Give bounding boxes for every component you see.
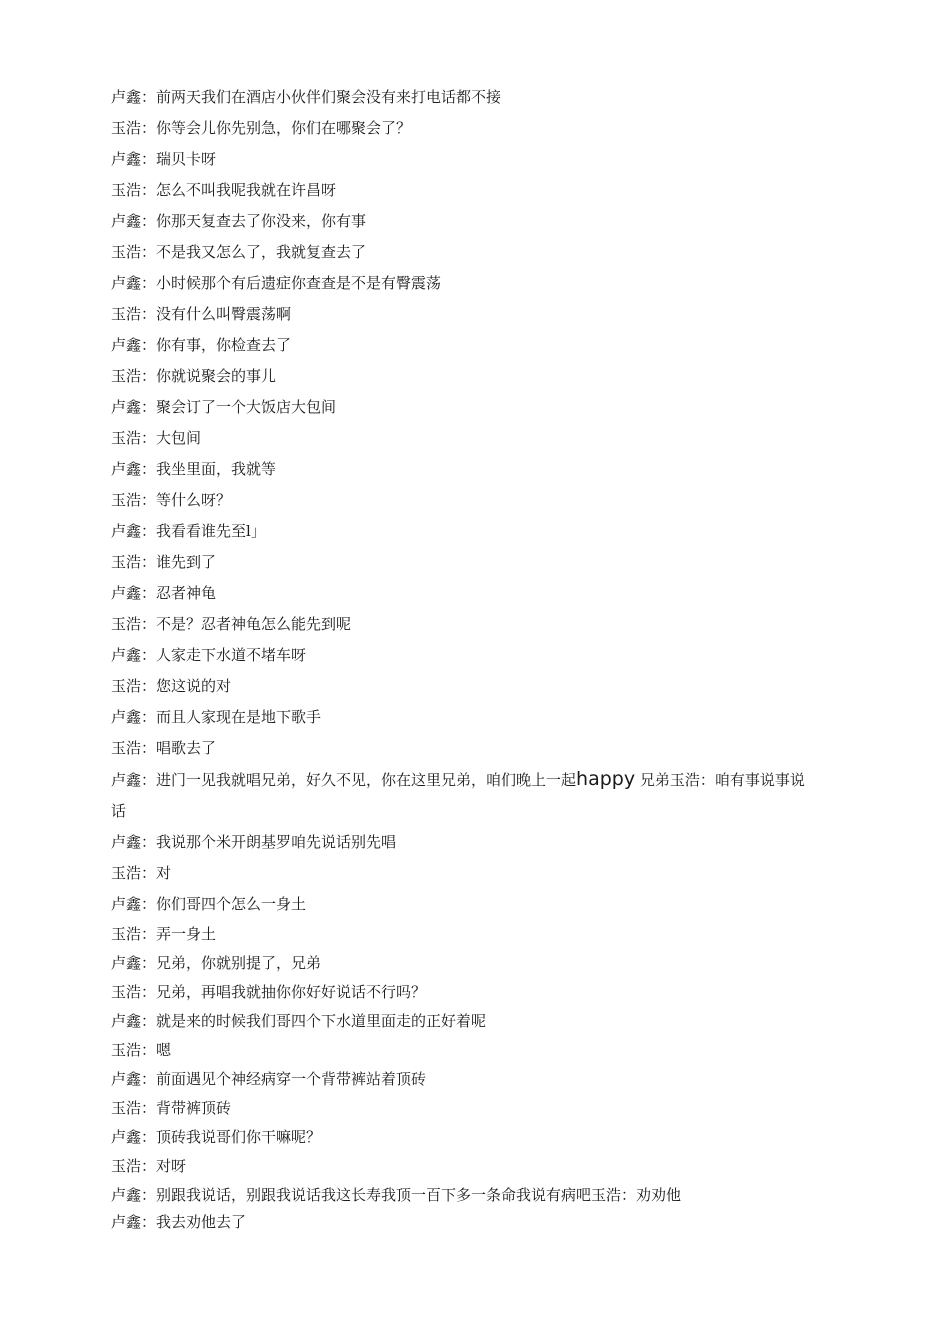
separator: ： xyxy=(141,1186,157,1204)
dialogue-line xyxy=(111,578,811,609)
speaker-name: 玉浩 xyxy=(111,553,142,571)
separator: ： xyxy=(141,460,157,478)
line-text: 我去劝他去了 xyxy=(156,1213,247,1231)
separator: ： xyxy=(141,584,157,602)
dialogue-line xyxy=(111,827,811,858)
speaker-name: 卢鑫 xyxy=(111,88,142,106)
line-text: 瑞贝卡呀 xyxy=(156,150,217,168)
separator: ： xyxy=(141,522,157,540)
line-text: 你就说聚会的事儿 xyxy=(156,367,277,385)
dialogue-line xyxy=(111,920,811,949)
dialogue-line xyxy=(111,858,811,889)
line-text: 唱歌去了 xyxy=(156,739,217,757)
speaker-name: 卢鑫 xyxy=(111,1012,142,1030)
dialogue-line-wrapped xyxy=(111,764,811,827)
speaker-name: 玉浩 xyxy=(111,739,142,757)
separator: ： xyxy=(141,677,157,695)
speaker-name: 玉浩 xyxy=(111,1041,142,1059)
line-text: 前两天我们在酒店小伙伴们聚会没有来打电话都不接 xyxy=(156,88,502,106)
dialogue-line xyxy=(111,702,811,733)
dialogue-line xyxy=(111,206,811,237)
separator: ： xyxy=(141,615,157,633)
dialogue-line xyxy=(111,175,811,206)
speaker-name: 玉浩 xyxy=(111,119,142,137)
dialogue-line xyxy=(111,299,811,330)
separator: ： xyxy=(141,398,157,416)
dialogue-line xyxy=(111,423,811,454)
dialogue-line xyxy=(111,978,811,1007)
speaker-name: 玉浩 xyxy=(111,181,142,199)
line-text: 对呀 xyxy=(156,1157,187,1175)
speaker-name: 卢鑫 xyxy=(111,460,142,478)
speaker-name: 卢鑫 xyxy=(111,584,142,602)
speaker-name: 玉浩 xyxy=(111,615,142,633)
line-text: 小时候那个有后遗症你查查是不是有臀震荡 xyxy=(156,274,442,292)
speaker-name: 卢鑫 xyxy=(111,954,142,972)
line-text: 没有什么叫臀震荡啊 xyxy=(156,305,292,323)
line-text: 不是？忍者神龟怎么能先到呢 xyxy=(156,615,352,633)
line-text: 不是我又怎么了，我就复查去了 xyxy=(156,243,367,261)
speaker-name: 玉浩 xyxy=(111,491,142,509)
dialogue-line xyxy=(111,547,811,578)
separator: ： xyxy=(141,1070,157,1088)
separator: ： xyxy=(141,954,157,972)
line-text: 前面遇见个神经病穿一个背带裤站着顶砖 xyxy=(156,1070,427,1088)
separator: ： xyxy=(141,243,157,261)
dialogue-line xyxy=(111,485,811,516)
separator: ： xyxy=(141,1128,157,1146)
dialogue-line xyxy=(111,671,811,702)
speaker-name: 卢鑫 xyxy=(111,212,142,230)
speaker-name: 玉浩 xyxy=(111,925,142,943)
speaker-name: 玉浩 xyxy=(111,1157,142,1175)
dialogue-line xyxy=(111,1208,811,1237)
separator: ： xyxy=(141,925,157,943)
speaker-name: 卢鑫 xyxy=(111,1128,142,1146)
dialogue-line xyxy=(111,1065,811,1094)
speaker-name: 玉浩 xyxy=(111,367,142,385)
dialogue-line xyxy=(111,640,811,671)
speaker-name: 卢鑫 xyxy=(111,895,142,913)
line-text: 兄弟，你就别提了，兄弟 xyxy=(156,954,322,972)
dialogue-line xyxy=(111,330,811,361)
separator: ： xyxy=(141,708,157,726)
dialogue-line xyxy=(111,889,811,920)
line-text: 忍者神龟 xyxy=(156,584,217,602)
separator: ： xyxy=(141,895,157,913)
line-text: 我坐里面，我就等 xyxy=(156,460,277,478)
dialogue-script xyxy=(111,82,811,1237)
line-text: 您这说的对 xyxy=(156,677,232,695)
line-text: 大包间 xyxy=(156,429,202,447)
line-text: 嗯 xyxy=(156,1041,172,1059)
dialogue-line xyxy=(111,1094,811,1123)
dialogue-line xyxy=(111,392,811,423)
speaker-name: 玉浩 xyxy=(111,429,142,447)
speaker-name: 玉浩 xyxy=(111,1099,142,1117)
speaker-name: 卢鑫 xyxy=(111,398,142,416)
dialogue-line xyxy=(111,237,811,268)
line-text: 我说那个米开朗基罗咱先说话别先唱 xyxy=(156,833,397,851)
speaker-name: 卢鑫 xyxy=(111,150,142,168)
separator: ： xyxy=(141,212,157,230)
line-text: 你们哥四个怎么一身土 xyxy=(156,895,307,913)
line-text: 兄弟玉浩：咱有事说事说话 xyxy=(111,771,805,820)
line-text: 我看看谁先至l」 xyxy=(156,522,266,540)
dialogue-line xyxy=(111,268,811,299)
dialogue-line xyxy=(111,1123,811,1152)
speaker-name: 卢鑫 xyxy=(111,1186,142,1204)
line-text: 进门一见我就唱兄弟，好久不见，你在这里兄弟，咱们晚上一起 xyxy=(156,771,577,789)
separator: ： xyxy=(141,833,157,851)
separator: ： xyxy=(141,646,157,664)
line-text: 等什么呀？ xyxy=(156,491,232,509)
separator: ： xyxy=(141,1041,157,1059)
separator: ： xyxy=(141,305,157,323)
dialogue-line xyxy=(111,733,811,764)
dialogue-line xyxy=(111,949,811,978)
separator: ： xyxy=(141,150,157,168)
speaker-name: 卢鑫 xyxy=(111,336,142,354)
separator: ： xyxy=(141,1213,157,1231)
separator: ： xyxy=(141,181,157,199)
speaker-name: 卢鑫 xyxy=(111,646,142,664)
line-text: 对 xyxy=(156,864,172,882)
speaker-name: 玉浩 xyxy=(111,677,142,695)
separator: ： xyxy=(141,429,157,447)
dialogue-line xyxy=(111,516,811,547)
dialogue-line xyxy=(111,113,811,144)
line-text: 顶砖我说哥们你干嘛呢？ xyxy=(156,1128,322,1146)
dialogue-line xyxy=(111,1036,811,1065)
separator: ： xyxy=(141,336,157,354)
speaker-name: 卢鑫 xyxy=(111,771,142,789)
line-text: 聚会订了一个大饭店大包间 xyxy=(156,398,337,416)
separator: ： xyxy=(141,1157,157,1175)
dialogue-line xyxy=(111,361,811,392)
separator: ： xyxy=(141,739,157,757)
dialogue-line xyxy=(111,82,811,113)
separator: ： xyxy=(141,1012,157,1030)
dialogue-line xyxy=(111,1181,811,1210)
line-text: 就是来的时候我们哥四个下水道里面走的正好着呢 xyxy=(156,1012,487,1030)
speaker-name: 卢鑫 xyxy=(111,1213,142,1231)
line-text: 弄一身土 xyxy=(156,925,217,943)
speaker-name: 卢鑫 xyxy=(111,708,142,726)
line-text: 兄弟，再唱我就抽你你好好说话不行吗？ xyxy=(156,983,427,1001)
line-text: 你等会儿你先别急，你们在哪聚会了？ xyxy=(156,119,412,137)
separator: ： xyxy=(141,864,157,882)
dialogue-line xyxy=(111,1007,811,1036)
dialogue-line xyxy=(111,454,811,485)
line-text: 谁先到了 xyxy=(156,553,217,571)
speaker-name: 卢鑫 xyxy=(111,274,142,292)
separator: ： xyxy=(141,119,157,137)
line-text: 而且人家现在是地下歌手 xyxy=(156,708,322,726)
dialogue-line xyxy=(111,609,811,640)
line-text: 你有事，你检查去了 xyxy=(156,336,292,354)
speaker-name: 玉浩 xyxy=(111,243,142,261)
line-text: 别跟我说话，别跟我说话我这长寿我顶一百下多一条命我说有病吧玉浩：劝劝他 xyxy=(156,1186,682,1204)
line-text: 背带裤顶砖 xyxy=(156,1099,232,1117)
line-text: 你那天复查去了你没来，你有事 xyxy=(156,212,367,230)
speaker-name: 玉浩 xyxy=(111,305,142,323)
separator: ： xyxy=(141,88,157,106)
speaker-name: 卢鑫 xyxy=(111,1070,142,1088)
separator: ： xyxy=(141,491,157,509)
separator: ： xyxy=(141,1099,157,1117)
line-text: 人家走下水道不堵车呀 xyxy=(156,646,307,664)
speaker-name: 玉浩 xyxy=(111,864,142,882)
dialogue-line xyxy=(111,1152,811,1181)
latin-word: happy xyxy=(576,768,636,790)
separator: ： xyxy=(141,983,157,1001)
separator: ： xyxy=(141,367,157,385)
line-text: 怎么不叫我呢我就在许昌呀 xyxy=(156,181,337,199)
speaker-name: 卢鑫 xyxy=(111,833,142,851)
separator: ： xyxy=(141,771,157,789)
dialogue-line xyxy=(111,144,811,175)
speaker-name: 卢鑫 xyxy=(111,522,142,540)
separator: ： xyxy=(141,274,157,292)
speaker-name: 玉浩 xyxy=(111,983,142,1001)
separator: ： xyxy=(141,553,157,571)
